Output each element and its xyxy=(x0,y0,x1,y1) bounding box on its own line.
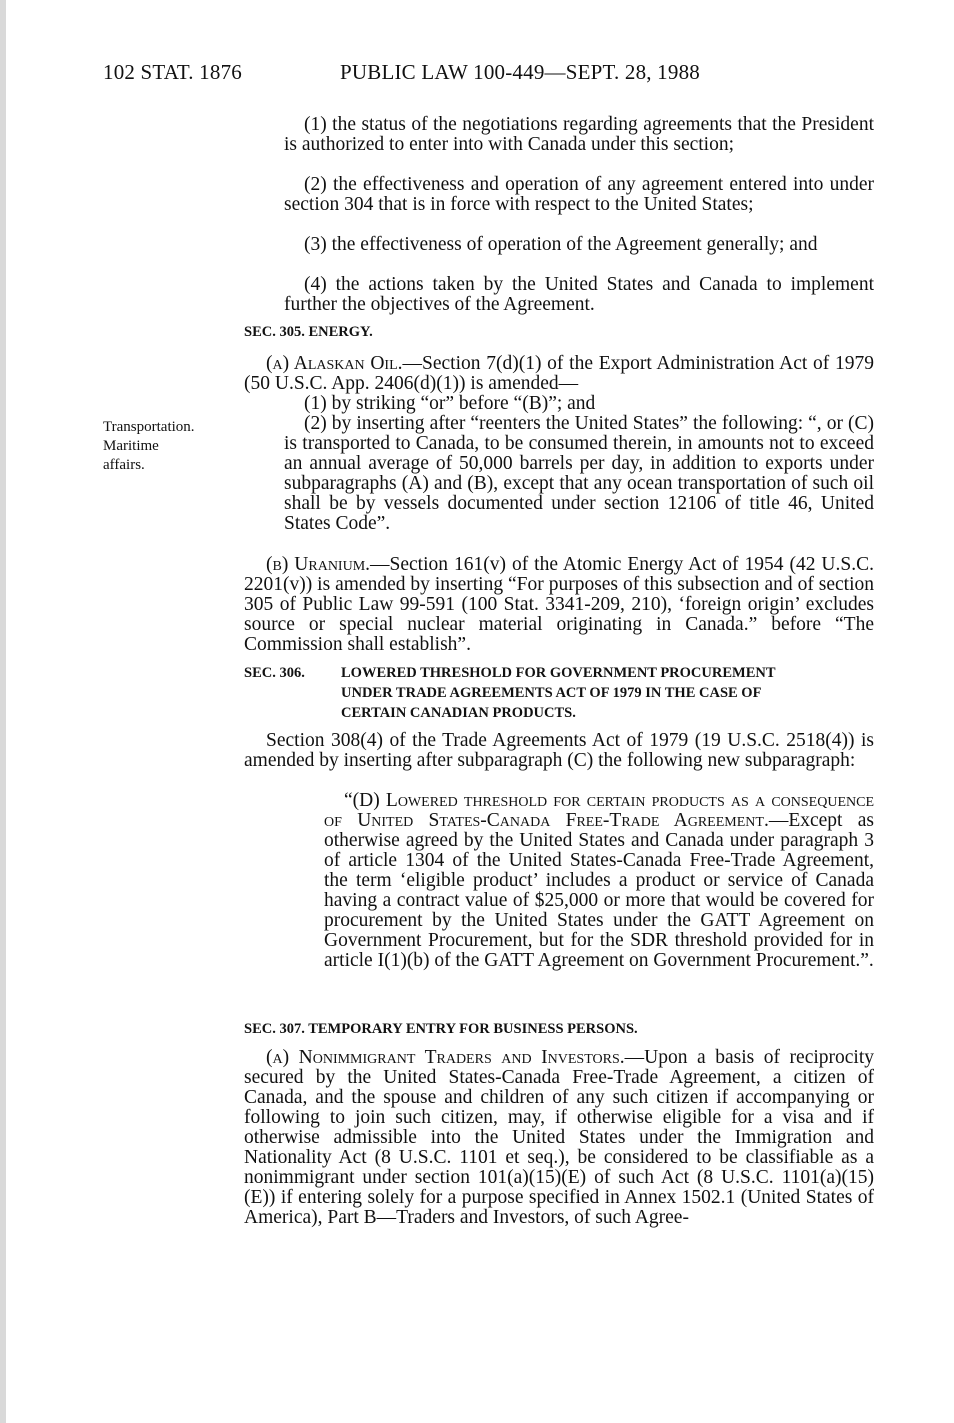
section-306-intro: Section 308(4) of the Trade Agreements Act of 1979 (19 U.S.C. 2518(4)) is amended by inserting after subparagraph (C) the following new subparagraph: xyxy=(244,730,874,771)
section-307-a-text: —Upon a basis of reciprocity secured by the United States-Canada Free-Trade Agreement, a citizen of Canada, and the spouse and children of any such citizen if accompanying or following to join such citizen, may, if otherwise eligible for a visa and if otherwise admissible into the United States under the Immigration and Nationality Act (8 U.S.C. 1101 et seq.), be considered to be classifiable as a nonimmigrant under section 101(a)(15)(E) of such Act (8 U.S.C. 1101(a)(15)(E)) if entering solely for a purpose specified in Annex 1502.1 (United States of America), Part B—Traders and Investors, of such Agree- xyxy=(244,1047,874,1228)
section-306-d-label: “(D) Lowered threshold for certain products as a consequence of United States-Canada Free-Trade Agreement. xyxy=(324,790,874,831)
section-305-b xyxy=(244,555,874,655)
section-306-heading-line: UNDER TRADE AGREEMENTS ACT OF 1979 IN THE CASE OF xyxy=(341,685,762,701)
section-305-b-label: (b) Uranium. xyxy=(266,554,371,575)
item-2: (2) the effectiveness and operation of any agreement entered into under section 304 that is in force with respect to the United States; xyxy=(284,174,874,215)
section-305-a1: (1) by striking “or” before “(B)”; and xyxy=(304,393,596,414)
page-number: 102 STAT. 1876 xyxy=(103,60,242,84)
margin-note-line: affairs. xyxy=(103,457,145,473)
section-305-a2: (2) by inserting after “reenters the United States” the following: “, or (C) is transported to Canada, to be consumed therein, in amounts not to exceed an annual average of 50,000 barrels per day, in addition to exports under subparagraphs (A) and (B), except that any ocean transportation of such oil shall be by vessels documented under section 12106 of title 46, United States Code”. xyxy=(284,413,874,534)
section-306-d-text: —Except as otherwise agreed by the United States and Canada under paragraph 3 of article 1304 of the United States-Canada Free-Trade Agreement, the term ‘eligible product’ includes a product or service of Canada having a contract value of $25,000 or more that would be covered for procurement by the United States under the GATT Agreement on Government Procurement, but for the SDR threshold provided for in article I(1)(b) of the GATT Agreement on Government Procurement.”. xyxy=(324,810,875,971)
margin-note xyxy=(103,418,195,475)
section-305-b-text: —Section 161(v) of the Atomic Energy Act of 1954 (42 U.S.C. 2201(v)) is amended by inserting “For purposes of this subsection and of section 305 of Public Law 99-591 (100 Stat. 3341-209, 210), ‘foreign origin’ excludes source or special nuclear material originating in Canada.” before “The Commission shall establish”. xyxy=(244,554,874,655)
section-305-a xyxy=(244,354,874,394)
section-306-heading-line: LOWERED THRESHOLD FOR GOVERNMENT PROCUREMENT xyxy=(341,665,776,681)
section-305-heading: SEC. 305. ENERGY. xyxy=(244,324,373,340)
margin-note-line: Transportation. xyxy=(103,419,195,435)
section-305-a-text: —Section 7(d)(1) of the Export Administration Act of 1979 (50 U.S.C. App. 2406(d)(1)) is amended— xyxy=(244,353,874,394)
section-306-heading-line: CERTAIN CANADIAN PRODUCTS. xyxy=(341,705,576,721)
item-1: (1) the status of the negotiations regarding agreements that the President is authorized to enter into with Canada under this section; xyxy=(284,114,874,155)
section-306-subparagraph-d xyxy=(324,791,874,971)
item-3: (3) the effectiveness of operation of the Agreement generally; and xyxy=(304,234,818,255)
section-307-a xyxy=(244,1048,874,1228)
section-307-heading: SEC. 307. TEMPORARY ENTRY FOR BUSINESS PERSONS. xyxy=(244,1021,638,1037)
section-305-a-label: (a) Alaskan Oil. xyxy=(266,353,403,374)
section-306-label: SEC. 306. xyxy=(244,665,305,681)
running-title: PUBLIC LAW 100-449—SEPT. 28, 1988 xyxy=(340,60,700,84)
page-edge xyxy=(0,0,6,1423)
item-4: (4) the actions taken by the United States and Canada to implement further the objectives of the Agreement. xyxy=(284,274,874,315)
margin-note-line: Maritime xyxy=(103,438,159,454)
section-307-a-label: (a) Nonimmigrant Traders and Investors. xyxy=(266,1047,625,1068)
